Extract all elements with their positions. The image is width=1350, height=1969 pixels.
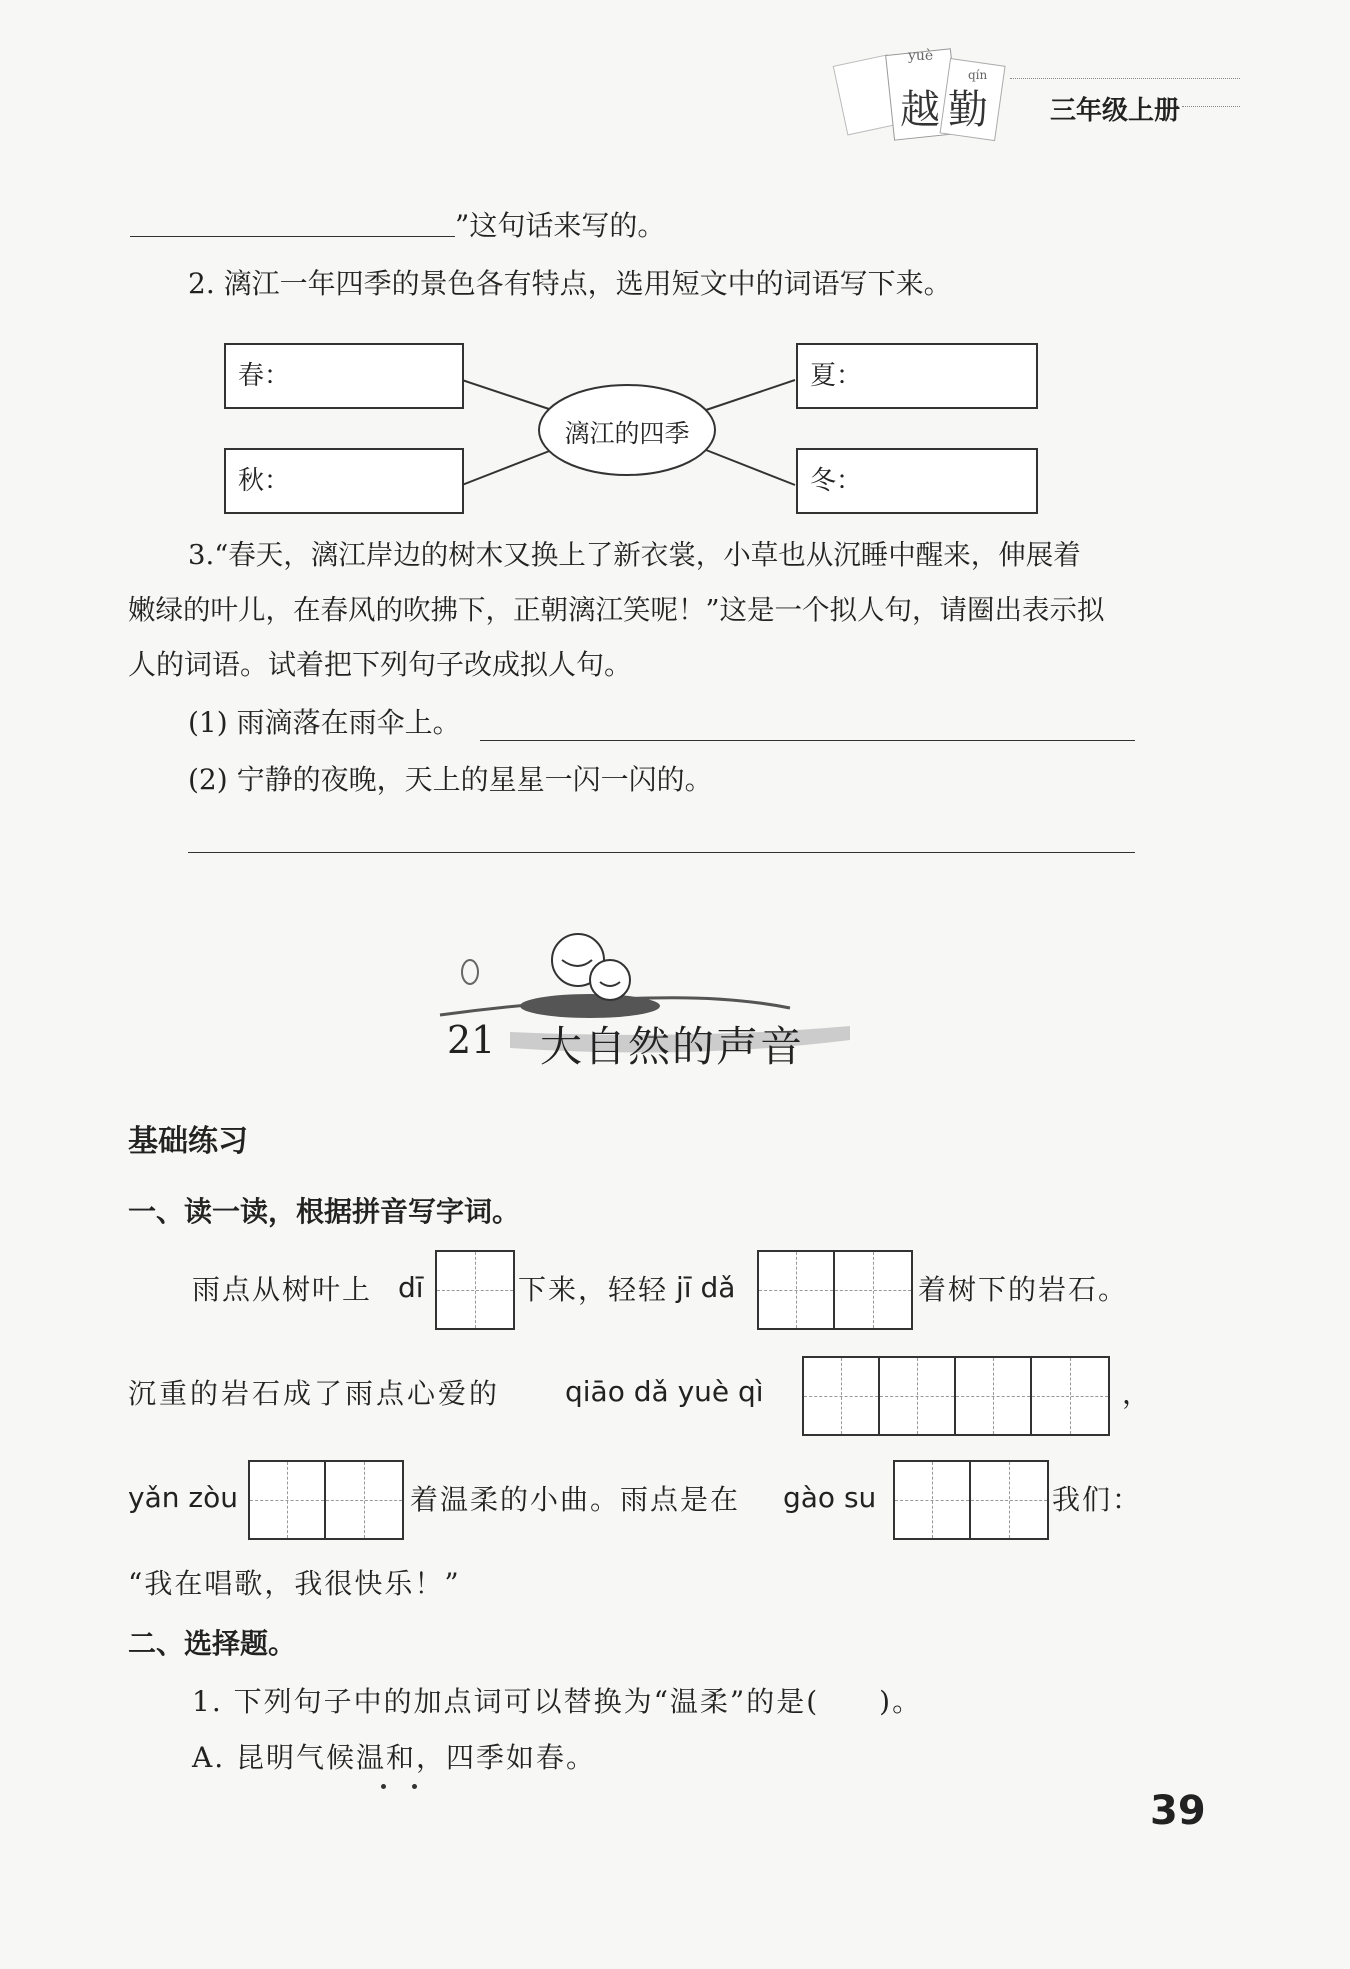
l3-text-a: 着温柔的小曲。雨点是在: [410, 1483, 741, 1516]
answer-blank-3-2[interactable]: [188, 852, 1135, 853]
question-3-line2: 嫩绿的叶儿，在春风的吹拂下，正朝漓江笑呢！”这是一个拟人句，请圈出表示拟: [128, 594, 1105, 626]
writing-grid-di[interactable]: [435, 1250, 515, 1330]
l2-end: ，: [1122, 1377, 1151, 1410]
option-a[interactable]: A. 昆明气候温和，四季如春。: [192, 1741, 597, 1774]
l1-text-b: 下来，轻轻: [518, 1273, 669, 1306]
summer-box[interactable]: 夏：: [796, 343, 1038, 409]
emphasis-dot: [412, 1784, 417, 1789]
question-3-1: (1) 雨滴落在雨伞上。: [188, 706, 461, 739]
autumn-box[interactable]: 秋：: [224, 448, 464, 514]
l1-pinyin-1: dī: [398, 1271, 424, 1304]
section-1-title: 一、读一读，根据拼音写字词。: [128, 1195, 521, 1228]
l1-text-a: 雨点从树叶上: [192, 1273, 373, 1306]
lesson-title: 大自然的声音: [540, 1022, 805, 1071]
spring-box[interactable]: 春：: [224, 343, 464, 409]
l3-text-b: 我们：: [1052, 1483, 1143, 1516]
writing-grid-yanzou[interactable]: [248, 1460, 404, 1540]
l1-text-c: 着树下的岩石。: [918, 1273, 1129, 1306]
question-3-line3: 人的词语。试着把下列句子改成拟人句。: [128, 648, 633, 681]
seasons-diagram-lines: [0, 0, 1350, 560]
winter-box[interactable]: 冬：: [796, 448, 1038, 514]
l3-pinyin-2: gào su: [783, 1481, 877, 1514]
lesson-number: 21: [447, 1018, 496, 1062]
l1-pinyin-2: jī dǎ: [676, 1271, 736, 1304]
emphasis-dot: [381, 1784, 386, 1789]
writing-grid-qiaodayueqi[interactable]: [802, 1356, 1110, 1436]
grade-label: 三年级上册: [1050, 96, 1181, 126]
answer-blank-3-1[interactable]: [480, 740, 1135, 741]
question-3-line1: 3.“春天，漓江岸边的树木又换上了新衣裳，小草也从沉睡中醒来，伸展着: [188, 539, 1081, 571]
l2-text-a: 沉重的岩石成了雨点心爱的: [128, 1377, 501, 1410]
section-2-title: 二、选择题。: [128, 1627, 297, 1660]
line1-suffix: ”这句话来写的。: [455, 209, 666, 242]
writing-grid-jida[interactable]: [757, 1250, 913, 1330]
writing-grid-gaosu[interactable]: [893, 1460, 1049, 1540]
practice-heading: 基础练习: [128, 1124, 248, 1159]
l2-pinyin: qiāo dǎ yuè qì: [565, 1375, 764, 1408]
logo-text: 越勤: [900, 87, 996, 133]
question-2: 2. 漓江一年四季的景色各有特点，选用短文中的词语写下来。: [188, 267, 952, 300]
page-number: 39: [1150, 1788, 1206, 1834]
logo-pinyin-yue: yuè: [908, 48, 934, 64]
question-3-2: (2) 宁静的夜晚，天上的星星一闪一闪的。: [188, 763, 713, 796]
l4-text: “我在唱歌，我很快乐！”: [128, 1567, 461, 1600]
choice-question-1: 1. 下列句子中的加点词可以替换为“温柔”的是( )。: [192, 1685, 923, 1718]
logo-pinyin-qin: qín: [968, 68, 988, 82]
l3-pinyin-1: yǎn zòu: [128, 1481, 238, 1514]
diagram-center-label: 漓江的四季: [564, 419, 690, 448]
